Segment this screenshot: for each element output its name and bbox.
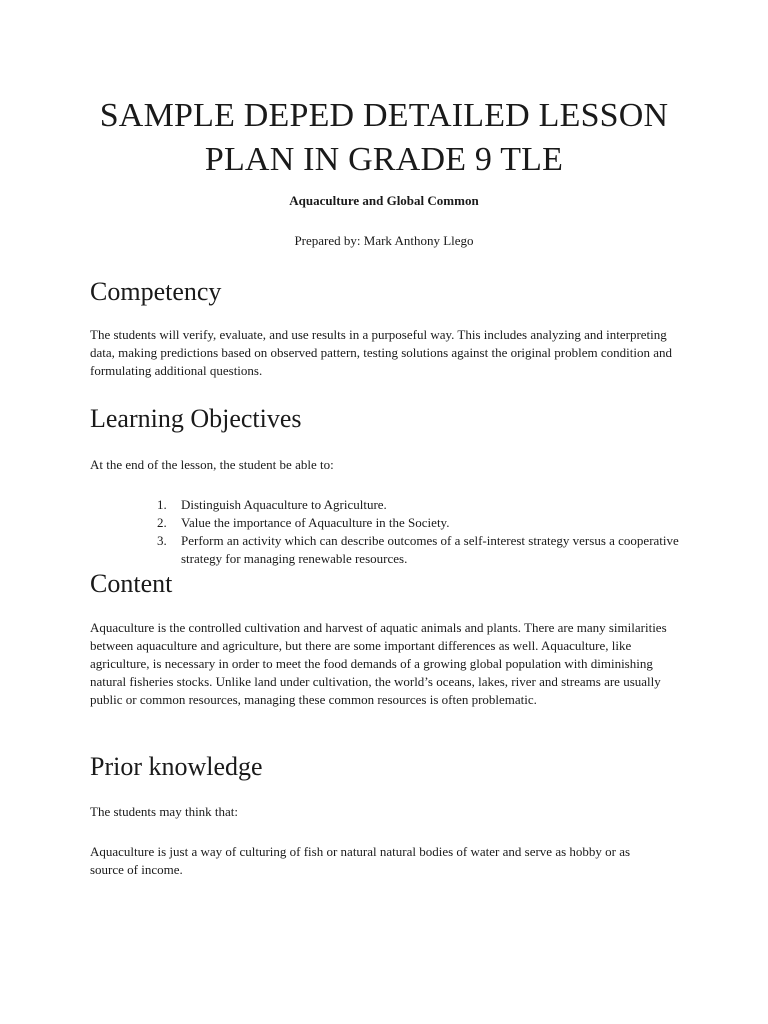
document-subtitle: Aquaculture and Global Common (289, 193, 479, 208)
learning-objectives-heading: Learning Objectives (90, 404, 302, 433)
objectives-list (154, 496, 682, 568)
prepared-by-text: Prepared by: Mark Anthony Llego (294, 233, 474, 248)
competency-heading: Competency (90, 277, 222, 306)
prior-knowledge-heading: Prior knowledge (90, 752, 263, 781)
list-item-text: Perform an activity which can describe outcomes of a self-interest strategy versus a cooperative strategy for managing renewable resources. (181, 533, 679, 566)
prior-knowledge-text: Aquaculture is just a way of culturing of fish or natural natural bodies of water and serve as hobby or as source of income. (90, 844, 631, 877)
document-title: SAMPLE DEPED DETAILED LESSON PLAN IN GRADE 9 TLE (99, 97, 669, 178)
prepared-by (0, 233, 768, 249)
content-heading: Content (90, 569, 173, 598)
list-item (154, 496, 682, 514)
list-item (154, 514, 682, 532)
list-item (154, 532, 682, 568)
list-item-number: 3. (157, 533, 167, 548)
list-item-text: Distinguish Aquaculture to Agriculture. (181, 497, 387, 512)
list-item-text: Value the importance of Aquaculture in the Society. (181, 515, 450, 530)
list-item-number: 2. (157, 515, 167, 530)
competency-text: The students will verify, evaluate, and use results in a purposeful way. This includes analyzing and interpreting data, making predictions based on observed pattern, testing solutions against the original problem condition and formulating additional questions. (90, 327, 672, 378)
content-text: Aquaculture is the controlled cultivation and harvest of aquatic animals and plants. There are many similarities between aquaculture and agriculture, but there are some important differences as well. Aquaculture, like agriculture, is necessary in order to meet the food demands of a growing global population with diminishing natural fisheries stocks. Unlike land under cultivation, the world’s oceans, lakes, river and streams are usually public or common resources, managing these common resources is often problematic. (90, 620, 667, 707)
list-item-number: 1. (157, 497, 167, 512)
prior-knowledge-intro: The students may think that: (90, 804, 239, 819)
learning-objectives-intro: At the end of the lesson, the student be able to: (90, 457, 334, 472)
